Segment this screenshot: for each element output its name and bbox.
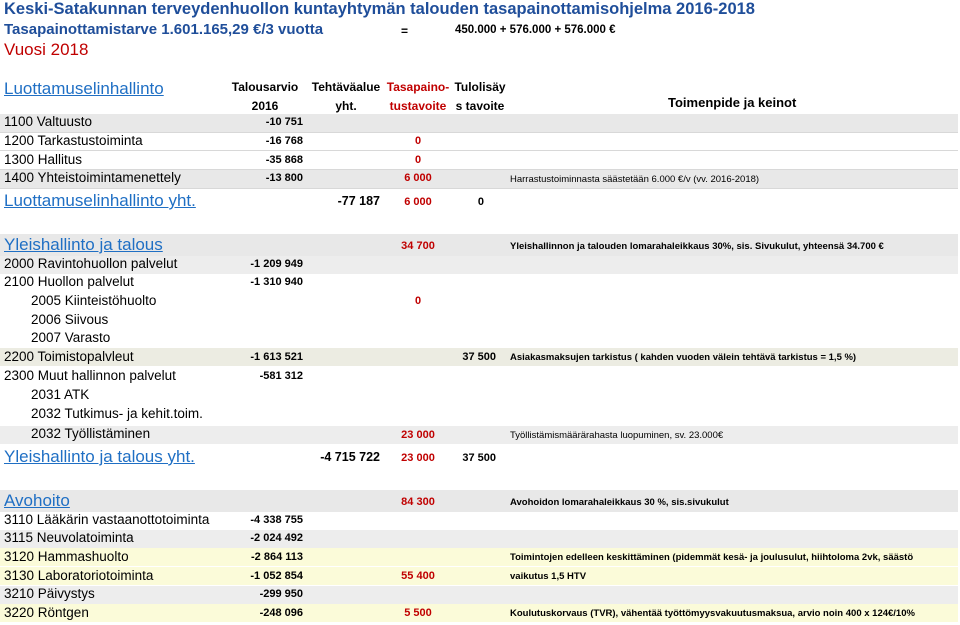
equals-sign: =	[401, 24, 409, 38]
col-balance-line1: Tasapaino-	[386, 80, 450, 94]
band-row-1200	[0, 132, 958, 151]
row-label-2031: 2031 ATK	[31, 387, 90, 402]
row-balance-2032b: 23 000	[401, 429, 435, 441]
row-budget-2300: -581 312	[259, 370, 303, 382]
col-area-line1: Tehtäväalue	[311, 80, 381, 94]
row-label-2032b: 2032 Työllistäminen	[31, 426, 151, 441]
yleis-title-balance: 34 700	[401, 240, 435, 252]
row-label-1100: 1100 Valtuusto	[4, 114, 93, 129]
row-budget-1200: -16 768	[265, 135, 303, 147]
row-label-1300: 1300 Hallitus	[4, 152, 83, 167]
band-row-1100	[0, 114, 958, 133]
col-balance-line2: tustavoite	[389, 99, 447, 113]
avohoito-title-note: Avohoidon lomarahaleikkaus 30 %, sis.sivukulut	[510, 497, 729, 508]
total-extra-luottamus: 0	[477, 196, 484, 208]
row-label-1200: 1200 Tarkastustoiminta	[4, 133, 143, 148]
row-label-3115: 3115 Neuvolatoiminta	[4, 530, 134, 545]
row-label-2200: 2200 Toimistopalvleut	[4, 349, 134, 364]
total-extra-yleis: 37 500	[462, 452, 496, 464]
row-label-2006: 2006 Siivous	[31, 312, 109, 327]
col-extra-line1: Tulolisäy	[454, 80, 506, 94]
formula-text: 450.000 + 576.000 + 576.000 €	[455, 24, 616, 36]
row-note-1400: Harrastustoiminnasta säästetään 6.000 €/v (vv. 2016-2018)	[510, 174, 760, 185]
row-budget-3115: -2 024 492	[250, 532, 303, 544]
year-heading: Vuosi 2018	[4, 40, 89, 59]
row-label-2000: 2000 Ravintohuollon palvelut	[4, 256, 178, 271]
row-note-3220: Koulutuskorvaus (TVR), vähentää työttömyysvakuutusmaksua, arvio noin 400 x 124€/10%	[510, 608, 915, 619]
col-budget-line2: 2016	[251, 99, 279, 113]
row-label-3130: 3130 Laboratoriotoiminta	[4, 568, 154, 583]
row-label-2100: 2100 Huollon palvelut	[4, 274, 134, 289]
col-extra-line2: s tavoite	[455, 99, 505, 113]
document-subtitle: Tasapainottamistarve 1.601.165,29 €/3 vuotta	[4, 21, 324, 38]
band-row-3210	[0, 586, 958, 604]
row-label-2007: 2007 Varasto	[31, 330, 111, 345]
avohoito-title-balance: 84 300	[401, 496, 435, 508]
row-balance-2005: 0	[414, 295, 422, 307]
total-area-yleis: -4 715 722	[320, 450, 380, 464]
row-label-2005: 2005 Kiinteistöhuolto	[31, 293, 157, 308]
row-label-3120: 3120 Hammashuolto	[4, 549, 129, 564]
col-extra-header	[448, 79, 512, 115]
band-row-3115	[0, 530, 958, 548]
row-budget-1300: -35 868	[265, 154, 303, 166]
row-note-3130: vaikutus 1,5 HTV	[510, 571, 587, 582]
yleis-title-note: Yleishallinnon ja talouden lomarahaleikkaus 30%, sis. Sivukulut, yhteensä 34.700 €	[510, 241, 884, 252]
band-avohoito-title	[0, 490, 958, 512]
row-balance-1300: 0	[414, 154, 422, 166]
col-area-line2: yht.	[335, 99, 357, 113]
row-note-3120: Toimintojen edelleen keskittäminen (pidemmät kesä- ja joulusulut, hiihtoloma 2vk, säästö	[510, 552, 914, 563]
row-budget-3120: -2 864 113	[251, 551, 303, 563]
row-budget-1100: -10 751	[265, 116, 303, 128]
row-label-3110: 3110 Lääkärin vastaanottotoiminta	[4, 512, 210, 527]
row-extra-2200: 37 500	[462, 351, 496, 363]
section-yleishallinto: Yleishallinto ja talous	[4, 235, 163, 254]
row-balance-3220: 5 500	[404, 607, 432, 619]
row-budget-1400: -13 800	[265, 172, 303, 184]
row-label-1400: 1400 Yhteistoimintamenettely	[4, 170, 181, 185]
row-note-2032b: Työllistämismäärärahasta luopuminen, sv. 23.000€	[510, 430, 724, 441]
col-budget-header	[227, 79, 303, 115]
total-balance-yleis: 23 000	[401, 452, 435, 464]
total-label-yleis: Yleishallinto ja talous yht.	[4, 447, 195, 466]
document-title: Keski-Satakunnan terveydenhuollon kuntayhtymän talouden tasapainottamisohjelma 2016-2018	[4, 0, 755, 18]
row-budget-3110: -4 338 755	[250, 514, 303, 526]
total-label-luottamus: Luottamuselinhallinto yht.	[4, 191, 196, 210]
row-balance-3130: 55 400	[401, 570, 435, 582]
row-note-2200: Asiakasmaksujen tarkistus ( kahden vuoden välein tehtävä tarkistus = 1,5 %)	[510, 352, 857, 363]
col-budget-line1: Talousarvio	[231, 80, 299, 94]
row-balance-1400: 6 000	[404, 172, 432, 184]
row-budget-3220: -248 096	[259, 607, 303, 619]
row-budget-3130: -1 052 854	[250, 570, 303, 582]
col-balance-header	[380, 79, 456, 115]
row-balance-1200: 0	[414, 135, 422, 147]
row-label-3220: 3220 Röntgen	[4, 605, 89, 620]
section-avohoito: Avohoito	[4, 491, 70, 510]
row-budget-2200: -1 613 521	[250, 351, 303, 363]
band-row-1300	[0, 151, 958, 170]
row-label-3210: 3210 Päivystys	[4, 586, 95, 601]
row-budget-3210: -299 950	[259, 588, 303, 600]
total-balance-luottamus: 6 000	[404, 196, 432, 208]
row-label-2032a: 2032 Tutkimus- ja kehit.toim.	[31, 406, 203, 421]
row-budget-2000: -1 209 949	[250, 258, 303, 270]
total-area-luottamus: -77 187	[337, 194, 380, 208]
col-actions-header: Toimenpide ja keinot	[668, 95, 797, 110]
section-luottamuselinhallinto: Luottamuselinhallinto	[4, 79, 164, 98]
col-area-header	[308, 79, 384, 115]
row-budget-2100: -1 310 940	[250, 276, 303, 288]
row-label-2300: 2300 Muut hallinnon palvelut	[4, 368, 176, 383]
